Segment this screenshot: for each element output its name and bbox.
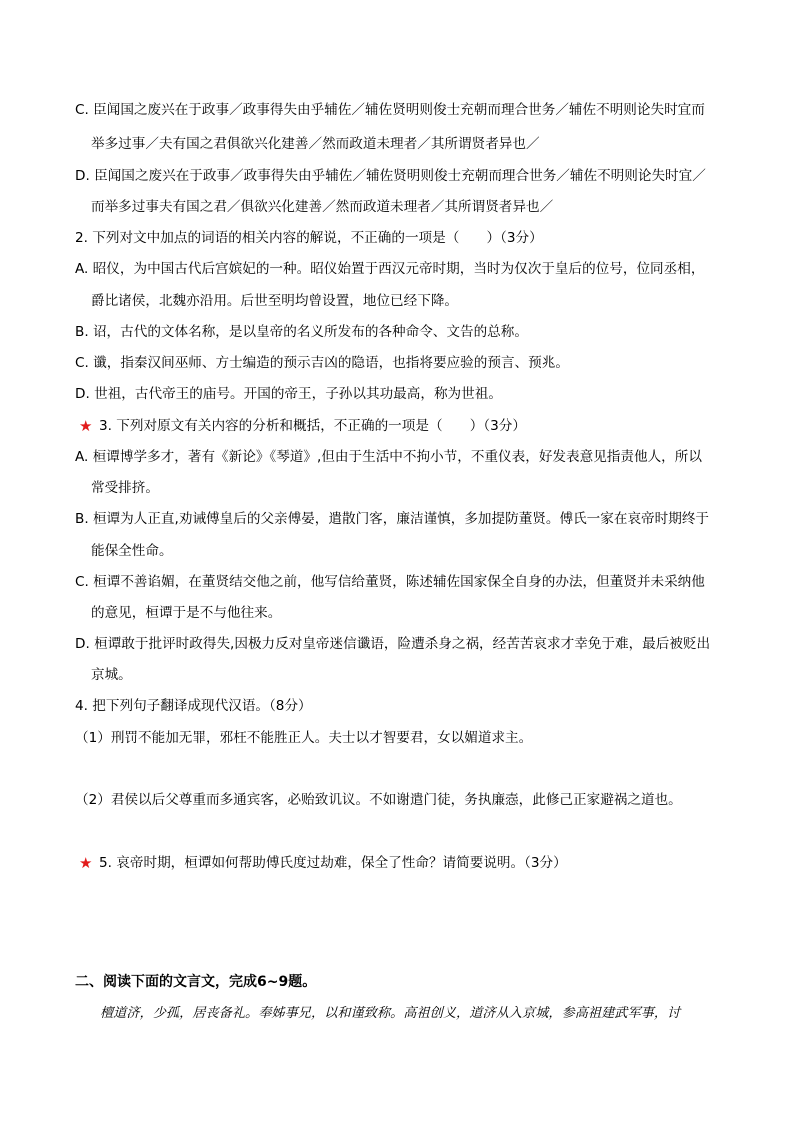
c-option-line-2: 举多过事／夫有国之君俱欲兴化建善／然而政道未理者／其所谓贤者异也／ [91,136,540,152]
q2-option-a-line-1: A. 昭仪，为中国古代后宫嫔妃的一种。昭仪始置于西汉元帝时期，当时为仅次于皇后的位号，位同丞相， [75,261,705,277]
question-4: 4. 把下列句子翻译成现代汉语。（8分） [75,698,312,714]
q3-option-b-line-1: B. 桓谭为人正直,劝诫傅皇后的父亲傅晏，遣散门客，廉洁谨慎，多加提防董贤。傅氏一家在哀帝时期终于 [75,511,710,527]
q3-option-c-line-2: 的意见，桓谭于是不与他往来。 [91,605,282,621]
q3-option-b-line-2: 能保全性命。 [91,543,173,559]
question-5: 5. 哀帝时期，桓谭如何帮助傅氏度过劫难，保全了性命？请简要说明。（3分） [99,855,567,871]
section-2-heading: 二、阅读下面的文言文，完成6~9题。 [75,974,317,990]
q3-option-a-line-1: A. 桓谭博学多才，著有《新论》《琴道》,但由于生活中不拘小节，不重仪表，好发表意见指责他人，所以 [75,449,702,465]
star-icon: ★ [79,417,93,435]
q2-option-d: D. 世祖，古代帝王的庙号。开国的帝王，子孙以其功最高，称为世祖。 [75,386,502,402]
d-option-line-1: D. 臣闻国之废兴在于政事／政事得失由乎辅佐／辅佐贤明则俊士充朝而理合世务／辅佐不明则论失时宜／ [75,168,706,184]
q4-sentence-2: （2）君侯以后父尊重而多通宾客，必贻致讥议。不如谢遣门徒，务执廉悫，此修己正家避祸之道也。 [75,792,682,808]
passage-line-1: 檀道济，少孤，居丧备礼。奉姊事兄，以和谨致称。高祖创义，道济从入京城，参高祖建武军事，讨 [100,1006,681,1021]
q3-option-c-line-1: C. 桓谭不善谄媚，在董贤结交他之前，他写信给董贤，陈述辅佐国家保全自身的办法，但董贤并未采纳他 [75,574,705,590]
q2-option-b: B. 诏，古代的文体名称，是以皇帝的名义所发布的各种命令、文告的总称。 [75,324,528,340]
q4-sentence-1: （1）刑罚不能加无罪，邪枉不能胜正人。夫士以才智要君，女以媚道求主。 [75,730,533,746]
q3-option-a-line-2: 常受排挤。 [91,480,159,496]
star-icon: ★ [79,854,93,872]
q3-option-d-line-1: D. 桓谭敢于批评时政得失,因极力反对皇帝迷信谶语，险遭杀身之祸，经苦苦哀求才幸免于难，最后被贬出 [75,636,711,652]
d-option-line-2: 而举多过事夫有国之君／俱欲兴化建善／然而政道未理者／其所谓贤者异也／ [91,199,554,215]
q2-option-a-line-2: 爵比诸侯，北魏亦沿用。后世至明均曾设置，地位已经下降。 [91,293,459,309]
q2-option-c: C. 谶，指秦汉间巫师、方士编造的预示吉凶的隐语，也指将要应验的预言、预兆。 [75,355,569,371]
c-option-line-1: C. 臣闻国之废兴在于政事／政事得失由乎辅佐／辅佐贤明则俊士充朝而理合世务／辅佐不明则论失时宜而 [75,102,705,118]
question-3: 3. 下列对原文有关内容的分析和概括，不正确的一项是（ ）（3分） [99,418,526,434]
q3-option-d-line-2: 京城。 [91,667,132,683]
question-2: 2. 下列对文中加点的词语的相关内容的解说，不正确的一项是（ ）（3分） [75,230,543,246]
